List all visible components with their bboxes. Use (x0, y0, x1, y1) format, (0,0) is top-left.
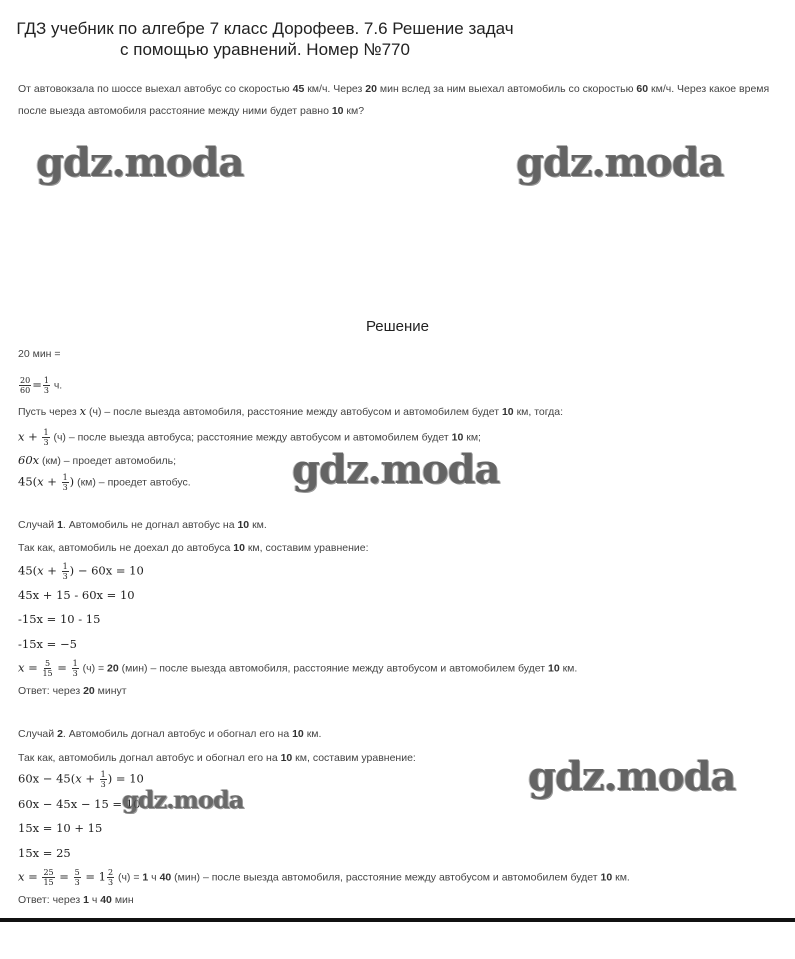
math-expr: 60x − 45x − 15 = 10 (18, 797, 141, 811)
solution-line (18, 728, 321, 740)
math-expr: 15x = 10 + 15 (18, 821, 103, 835)
line-text: км. (249, 519, 267, 531)
watermark: gdz.moda (528, 753, 736, 800)
line-text: (ч) – после выезда автобуса; расстояние между автобусом и автомобилем будет (50, 431, 452, 444)
task-text: От автовокзала по шоссе выехал автобус со скоростью (18, 83, 293, 95)
line-text: км, составим уравнение: (244, 542, 369, 554)
math-expr: − 60x = 10 (74, 563, 144, 578)
line-text: Случай (18, 728, 58, 740)
task-text: км? (343, 105, 365, 117)
line-text: (км) – проедет автомобиль; (39, 455, 177, 467)
line-text: (км) – проедет автобус. (74, 476, 191, 489)
solution-line (18, 453, 176, 467)
task-text: мин вслед за ним выехал автомобиль со скоростью (376, 83, 637, 95)
task-number: 60 (636, 83, 649, 95)
line-number: 1 (83, 894, 89, 906)
math-expr: 15x = 25 (18, 846, 71, 860)
math-expr: 60x (18, 453, 40, 467)
line-text: Ответ: через (18, 894, 84, 906)
line-text: км; (463, 431, 481, 444)
math-expr: -15x = 10 - 15 (18, 612, 101, 626)
fraction: $\frac{1}{3}$ (43, 428, 49, 447)
fraction: $\frac{5}{15}$ (42, 659, 53, 678)
solution-line (18, 542, 369, 554)
solution-heading: Решение (365, 318, 430, 335)
solution-line (18, 404, 563, 418)
equation-line (18, 612, 100, 626)
solution-line: 45(x + $\frac{1}{3}$ ) (км) – проедет автобус. (18, 473, 191, 492)
solution-line (18, 752, 416, 764)
fraction: $\frac{20}{60}$ (20, 376, 31, 395)
line-text: Случай (18, 519, 58, 531)
line-text: . Автомобиль не догнал автобус на (62, 519, 238, 531)
bottom-divider (0, 918, 795, 922)
line-text: км, тогда: (513, 406, 563, 418)
answer-line (18, 894, 134, 906)
line-text: (мин) – после выезда автомобиля, расстояние между автобусом и автомобилем будет (118, 662, 548, 675)
line-text: км, составим уравнение: (292, 752, 416, 764)
line-number: 20 (83, 685, 95, 697)
answer-line (18, 685, 127, 697)
fraction: $\frac{25}{15}$ (43, 868, 54, 887)
solution-line: x + $\frac{1}{3}$ (ч) – после выезда автобуса; расстояние между автобусом и автомобилем будет 10 км; (18, 428, 481, 447)
solution-line: x = $\frac{25}{15}$ = $\frac{5}{3}$ = 1 $\frac{2}{3}$ (ч) = 1 ч 40 (мин) – после выезда автомобиля, расстояние между автобусом и автомобилем будет 10 км. (18, 868, 630, 887)
fraction: $\frac{1}{3}$ (43, 376, 49, 395)
equation-line (18, 846, 71, 860)
title-line-1: ГДЗ учебник по алгебре 7 класс Дорофеев. 7.6 Решение задач (16, 19, 514, 38)
line-number: 40 (100, 894, 112, 906)
line-text: Так как, автомобиль не доехал до автобуса (18, 542, 234, 554)
equation-line (18, 821, 102, 835)
line-text: Пусть через (18, 406, 80, 418)
solution-line: $\frac{20}{60}$ = $\frac{1}{3}$ ч. (20, 376, 63, 395)
task-number: 20 (365, 83, 377, 95)
line-number: 10 (292, 728, 304, 740)
fraction: $\frac{2}{3}$ (107, 868, 114, 887)
math-expr: -15x = −5 (18, 637, 77, 651)
watermark: gdz.moda (292, 446, 500, 493)
line-text: (ч) = (79, 662, 108, 675)
equation-line (18, 588, 135, 602)
math-expr: 45x + 15 - 60x = 10 (18, 588, 135, 602)
line-number: 2 (57, 728, 63, 740)
line-text: (мин) – после выезда автомобиля, расстояние между автобусом и автомобилем будет (171, 871, 601, 884)
task-number: 10 (331, 105, 344, 117)
task-text: км/ч. Через какое время после выезда автомобиля расстояние между ними будет равно (18, 83, 770, 117)
line-text: км. (612, 871, 630, 884)
line-number: 10 (547, 662, 560, 675)
line-text: км. (559, 662, 578, 675)
line-text: (ч) – после выезда автомобиля, расстояние между автобусом и автомобилем будет (86, 406, 502, 418)
line-text: . Автомобиль догнал автобус и обогнал его на (62, 728, 293, 740)
task-number: 45 (292, 83, 305, 95)
solution-line: x = $\frac{5}{15}$ = $\frac{1}{3}$ (ч) = 20 (мин) – после выезда автомобиля, расстояние между автобусом и автомобилем будет 10 км. (18, 659, 578, 678)
line-number: 20 (107, 662, 119, 675)
watermark: gdz.moda (516, 139, 724, 186)
line-number: 10 (600, 871, 613, 884)
fraction: $\frac{1}{3}$ (62, 473, 68, 492)
fraction: $\frac{5}{3}$ (74, 868, 80, 887)
fraction: $\frac{1}{3}$ (62, 562, 68, 581)
fraction: $\frac{1}{3}$ (72, 659, 78, 678)
watermark: gdz.moda (122, 785, 244, 814)
equation-line: 45(x + $\frac{1}{3}$ ) − 60x = 10 (18, 562, 144, 581)
line-number: 10 (280, 752, 293, 764)
line-number: 10 (451, 431, 464, 444)
solution-line (18, 348, 61, 360)
line-text: (ч) = (115, 871, 143, 884)
math-var: x (79, 404, 87, 418)
solution-line (18, 519, 267, 531)
line-text: ч. (50, 379, 63, 392)
fraction: $\frac{1}{3}$ (100, 770, 106, 789)
task-statement (18, 78, 783, 122)
line-number: 40 (159, 871, 172, 884)
equation-line (18, 637, 77, 651)
math-expr: = 10 (112, 771, 144, 786)
line-text: мин (111, 894, 134, 906)
line-text: Ответ: через (18, 685, 84, 697)
line-number: 1 (57, 519, 63, 531)
task-text: км/ч. Через (304, 83, 366, 95)
line-text: Так как, автомобиль догнал автобус и обогнал его на (18, 752, 281, 764)
watermark: gdz.moda (36, 139, 244, 186)
line-number: 10 (501, 406, 514, 418)
equation-line: 60x − 45(x + $\frac{1}{3}$ ) = 10 (18, 770, 144, 789)
title-line-2: с помощью уравнений. Номер №770 (120, 40, 410, 59)
line-number: 10 (233, 542, 245, 554)
line-text: ч (148, 871, 160, 884)
line-text: км. (303, 728, 322, 740)
page-title (0, 18, 530, 60)
line-number: 1 (142, 871, 149, 884)
line-text: ч (88, 894, 101, 906)
line-text: 20 мин = (18, 348, 61, 360)
line-text: минут (94, 685, 127, 697)
math-expr: 60x − 45 (18, 771, 71, 786)
line-number: 10 (237, 519, 250, 531)
